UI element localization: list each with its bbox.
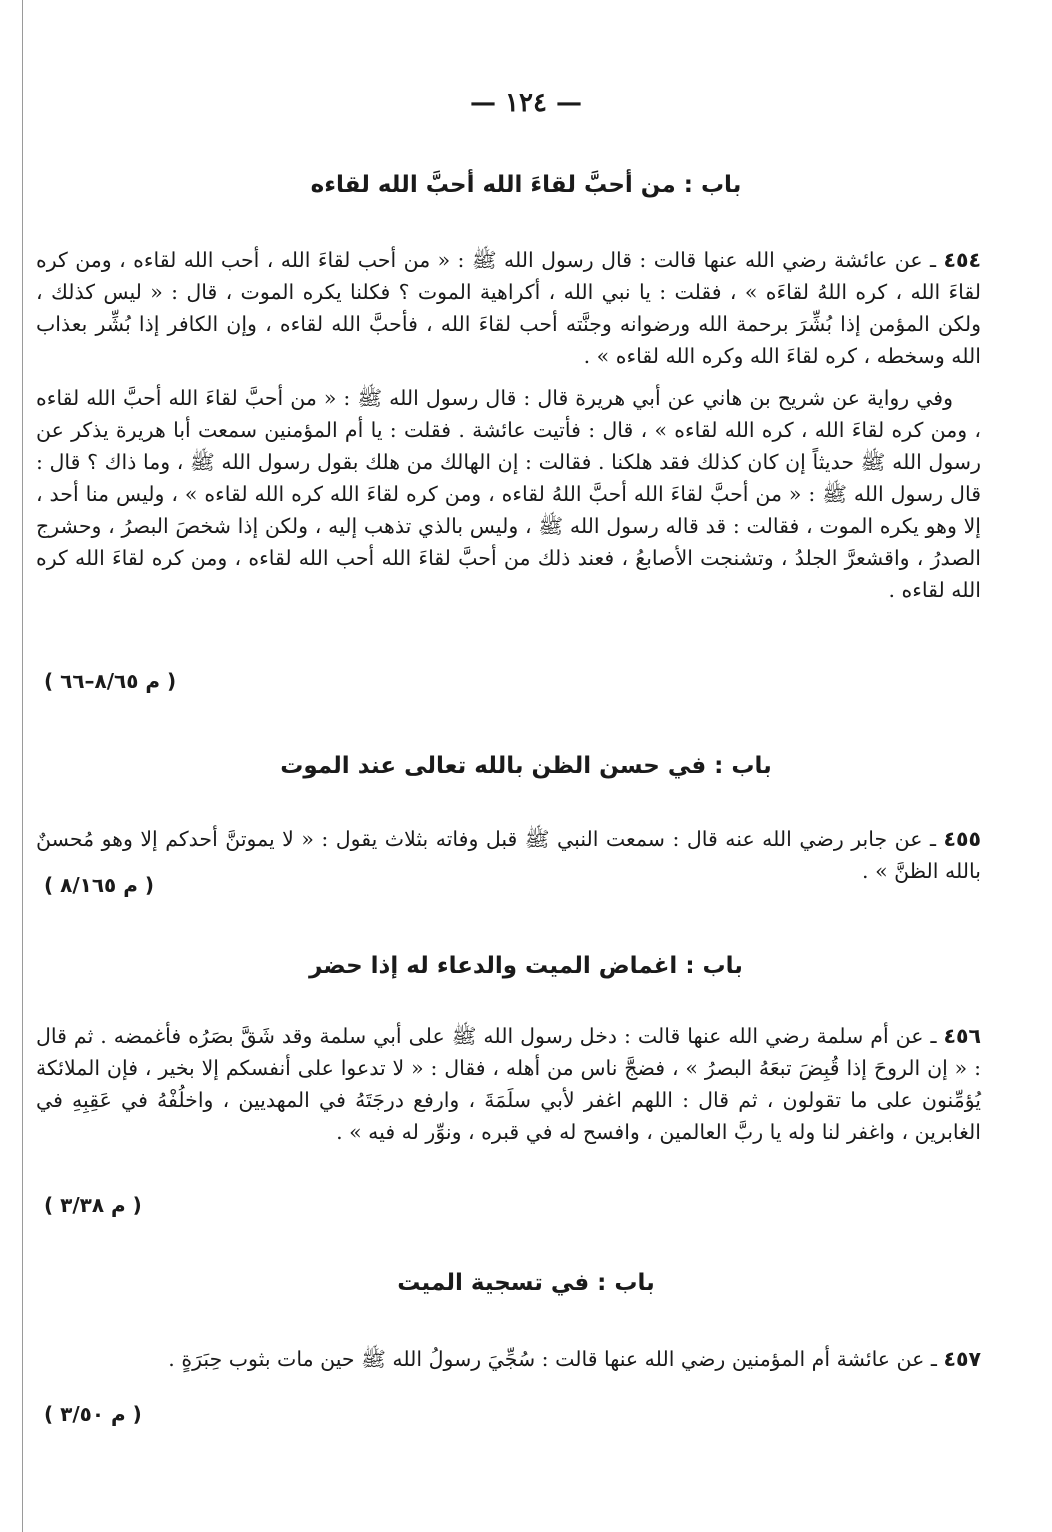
hadith-paragraph — [36, 1020, 981, 1148]
hadith-body: ـ عن عائشة رضي الله عنها قالت : قال رسول الله ﷺ : « من أحب لقاءَ الله ، أحب الله لقاءه ، ومن كره لقاءَ الله ، كره اللهُ لقاءَه » ، فقلت : يا نبي الله ، أكراهية الموت ؟ فكلنا يكره الموت ، قال : « ليس كذلك ، ولكن المؤمن إذا بُشِّرَ برحمة الله ورضوانه وجنَّته أحب لقاءَ الله ، فأحبَّ الله لقاءه ، وإن الكافر إذا بُشِّر بعذاب الله وسخطه ، كره لقاءَ الله وكره الله لقاءه » . — [36, 248, 981, 368]
source-reference: ( م ٨/٦٥–٦٦ ) — [44, 669, 177, 693]
hadith-text — [36, 1020, 981, 1148]
chapter-heading: باب : من أحبَّ لقاءَ الله أحبَّ الله لقاءه — [310, 172, 742, 198]
hadith-body: ـ عن عائشة أم المؤمنين رضي الله عنها قالت : سُجِّيَ رسولُ الله ﷺ حين مات بثوب حِبَرَةٍ . — [168, 1347, 937, 1371]
hadith-text — [36, 244, 981, 606]
chapter-heading: باب : في حسن الظن بالله تعالى عند الموت — [280, 753, 772, 779]
hadith-number: ٤٥٧ — [943, 1347, 981, 1371]
source-reference: ( م ٨/١٦٥ ) — [44, 873, 154, 897]
hadith-paragraph — [36, 244, 981, 372]
chapter-heading: باب : في تسجية الميت — [397, 1270, 655, 1296]
source-reference: ( م ٣/٥٠ ) — [44, 1402, 142, 1426]
hadith-number: ٤٥٦ — [943, 1024, 981, 1048]
hadith-body: ـ عن جابر رضي الله عنه قال : سمعت النبي ﷺ قبل وفاته بثلاث يقول : « لا يموتنَّ أحدكم إلا وهو مُحسنٌ بالله الظنَّ » . — [36, 827, 981, 883]
chapter-heading: باب : اغماض الميت والدعاء له إذا حضر — [309, 953, 743, 979]
hadith-text — [36, 1343, 981, 1375]
source-reference: ( م ٣/٣٨ ) — [44, 1193, 142, 1217]
hadith-number: ٤٥٥ — [943, 827, 981, 851]
hadith-body: ـ عن أم سلمة رضي الله عنها قالت : دخل رسول الله ﷺ على أبي سلمة وقد شَقَّ بصَرُه فأغمضه . ثم قال : « إن الروحَ إذا قُبِضَ تبعَهُ البصرُ » ، فضجَّ ناس من أهله ، فقال : « لا تدعوا على أنفسكم إلا بخير ، فإن الملائكة يُؤمِّنون على ما تقولون ، ثم قال : اللهم اغفر لأبي سلَمَةَ ، وارفع درجَتَهُ في المهديين ، واخلُفْهُ في عَقِبِهِ في الغابرين ، واغفر لنا وله يا ربَّ العالمين ، وافسح له في قبره ، ونوِّر له فيه » . — [36, 1024, 981, 1144]
page-number: — ١٢٤ — — [469, 88, 583, 118]
hadith-paragraph — [36, 1343, 981, 1375]
hadith-text — [36, 823, 981, 887]
hadith-number: ٤٥٤ — [943, 248, 981, 272]
hadith-paragraph: وفي رواية عن شريح بن هاني عن أبي هريرة قال : قال رسول الله ﷺ : « من أحبَّ لقاءَ الله أحبَّ الله لقاءه ، ومن كره لقاءَ الله ، كره الله لقاءه » ، قال : فأتيت عائشة . فقلت : يا أم المؤمنين سمعت أبا هريرة يذكر عن رسول الله ﷺ حديثاً إن كان كذلك فقد هلكنا . فقالت : إن الهالك من هلك بقول رسول الله ﷺ ، وما ذاك ؟ قال : قال رسول الله ﷺ : « من أحبَّ لقاءَ الله أحبَّ اللهُ لقاءه ، ومن كره لقاءَ الله كره الله لقاءه » ، وليس منا أحد ، إلا وهو يكره الموت ، فقالت : قد قاله رسول الله ﷺ ، وليس بالذي تذهب إليه ، ولكن إذا شخصَ البصرُ ، وحشرج الصدرُ ، واقشعرَّ الجلدُ ، وتشنجت الأصابعُ ، فعند ذلك من أحبَّ لقاءَ الله أحب الله لقاءه ، ومن كره لقاءَ الله كره الله لقاءه . — [36, 386, 981, 602]
hadith-paragraph — [36, 823, 981, 887]
